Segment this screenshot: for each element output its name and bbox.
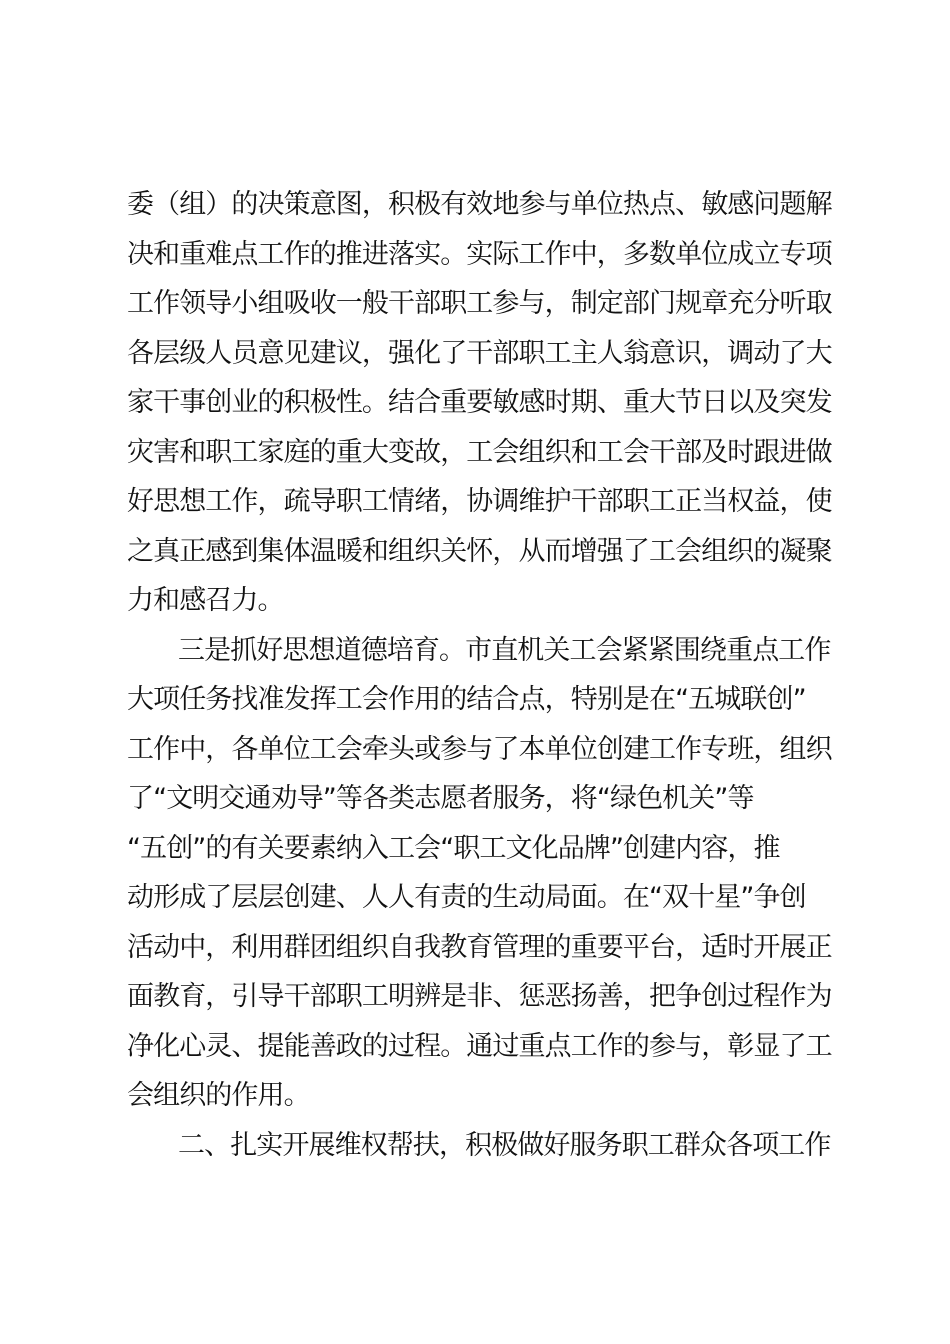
paragraph-2: [127, 626, 832, 1121]
text-line: 灾害和职工家庭的重大变故，工会组织和工会干部及时跟进做: [127, 436, 832, 468]
document-body: [127, 180, 832, 1170]
section-heading: 二、扎实开展维权帮扶，积极做好服务职工群众各项工作: [178, 1129, 831, 1161]
text-line: 好思想工作，疏导职工情绪，协调维护干部职工正当权益，使: [127, 486, 832, 517]
text-line-indented: 三是抓好思想道德培育。市直机关工会紧紧围绕重点工作: [178, 634, 831, 666]
text-line: 净化心灵、提能善政的过程。通过重点工作的参与，彰显了工: [127, 1030, 832, 1062]
text-line: 决和重难点工作的推进落实。实际工作中，多数单位成立专项: [127, 238, 832, 270]
text-line: 工作领导小组吸收一般干部职工参与，制定部门规章充分听取: [127, 288, 832, 319]
text-line: 之真正感到集体温暖和组织关怀，从而增强了工会组织的凝聚: [127, 535, 832, 567]
text-line: 动形成了层层创建、人人有责的生动局面。在“双十星”争创: [127, 882, 806, 913]
text-line: 面教育，引导干部职工明辨是非、惩恶扬善，把争创过程作为: [127, 981, 832, 1012]
text-line: 了“文明交通劝导”等各类志愿者服务，将“绿色机关”等: [127, 783, 754, 814]
text-line: 力和感召力。: [127, 585, 284, 616]
text-line: 活动中，利用群团组织自我教育管理的重要平台，适时开展正: [127, 931, 832, 963]
text-line: 各层级人员意见建议，强化了干部职工主人翁意识，调动了大: [127, 337, 832, 369]
paragraph-1: [127, 180, 832, 626]
text-line: 家干事创业的积极性。结合重要敏感时期、重大节日以及突发: [127, 387, 832, 418]
text-line: “五创”的有关要素纳入工会“职工文化品牌”创建内容，推: [127, 832, 780, 864]
text-line: 委（组）的决策意图，积极有效地参与单位热点、敏感问题解: [127, 189, 832, 220]
text-line: 会组织的作用。: [127, 1080, 310, 1111]
text-line: 大项任务找准发挥工会作用的结合点，特别是在“五城联创”: [127, 684, 806, 715]
text-line: 工作中，各单位工会牵头或参与了本单位创建工作专班，组织: [127, 733, 832, 765]
